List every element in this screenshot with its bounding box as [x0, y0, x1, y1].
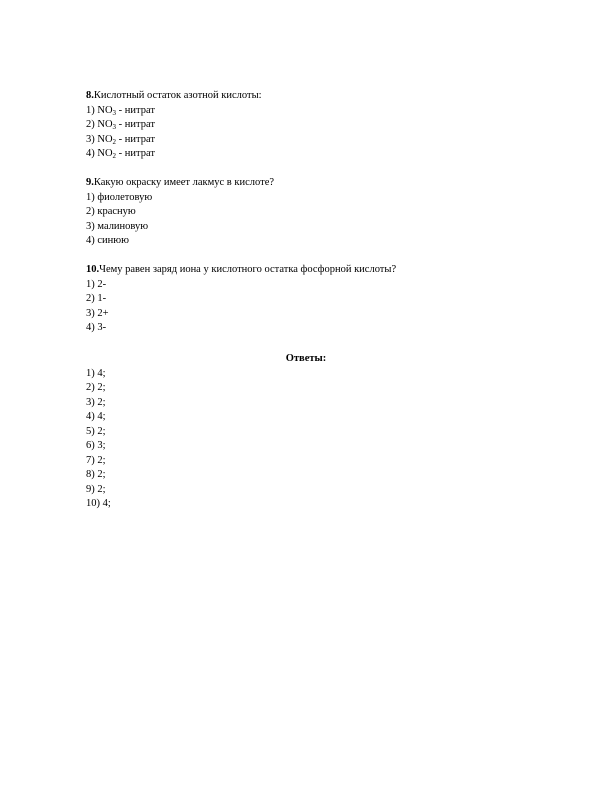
answers-title: Ответы:	[285, 353, 327, 364]
question-8-option-4	[86, 147, 262, 162]
question-10-option-1: 1) 2-	[86, 278, 107, 290]
question-9-number: 9.	[86, 177, 94, 188]
question-8-option-3	[86, 133, 262, 148]
answer-item-4: 4) 4;	[86, 411, 106, 422]
question-8-text: Кислотный остаток азотной кислоты:	[93, 90, 262, 101]
answer-item-7: 7) 2;	[86, 454, 106, 466]
answer-item-9: 9) 2;	[86, 483, 106, 495]
question-10-option-2: 2) 1-	[86, 293, 107, 304]
option-name: - нитрат	[116, 133, 155, 145]
question-9-text: Какую окраску имеет лакмус в кислоте?	[93, 177, 275, 188]
option-formula: 2) NO	[86, 119, 113, 130]
option-formula: 3) NO	[86, 133, 113, 145]
question-9-option-2: 2) красную	[86, 206, 136, 217]
option-formula: 1) NO	[86, 104, 113, 116]
answer-item-8: 8) 2;	[86, 469, 106, 480]
option-subscript: 3	[112, 123, 117, 131]
answer-item-2: 2) 2;	[86, 382, 106, 393]
option-name: - нитрат	[116, 148, 155, 159]
question-10-number: 10.	[86, 264, 100, 275]
option-name: - нитрат	[116, 119, 155, 130]
question-9-option-1: 1) фиолетовую	[86, 191, 153, 203]
question-8	[86, 89, 262, 162]
question-8-title	[86, 89, 262, 104]
option-formula: 4) NO	[86, 148, 113, 159]
option-subscript: 2	[112, 152, 117, 160]
question-10-option-3: 3) 2+	[86, 307, 109, 319]
option-subscript: 2	[112, 137, 117, 146]
answer-item-5: 5) 2;	[86, 425, 106, 437]
question-10	[86, 263, 396, 336]
question-10-title	[86, 263, 396, 278]
question-9-option-4: 4) синюю	[86, 235, 129, 246]
question-9	[86, 176, 274, 249]
answer-item-1: 1) 4;	[86, 367, 106, 379]
question-10-option-4: 4) 3-	[86, 322, 107, 333]
answer-item-10: 10) 4;	[86, 498, 111, 509]
question-8-number: 8.	[86, 90, 94, 101]
answer-item-6: 6) 3;	[86, 440, 106, 451]
question-10-text: Чему равен заряд иона у кислотного остатка фосфорной кислоты?	[99, 264, 397, 275]
option-name: - нитрат	[116, 104, 155, 116]
answer-item-3: 3) 2;	[86, 396, 106, 408]
question-9-title	[86, 176, 274, 191]
answers-section	[86, 352, 526, 512]
question-8-option-2	[86, 118, 262, 133]
option-subscript: 3	[112, 108, 117, 117]
question-9-option-3: 3) малиновую	[86, 220, 149, 232]
question-8-option-1	[86, 104, 262, 119]
